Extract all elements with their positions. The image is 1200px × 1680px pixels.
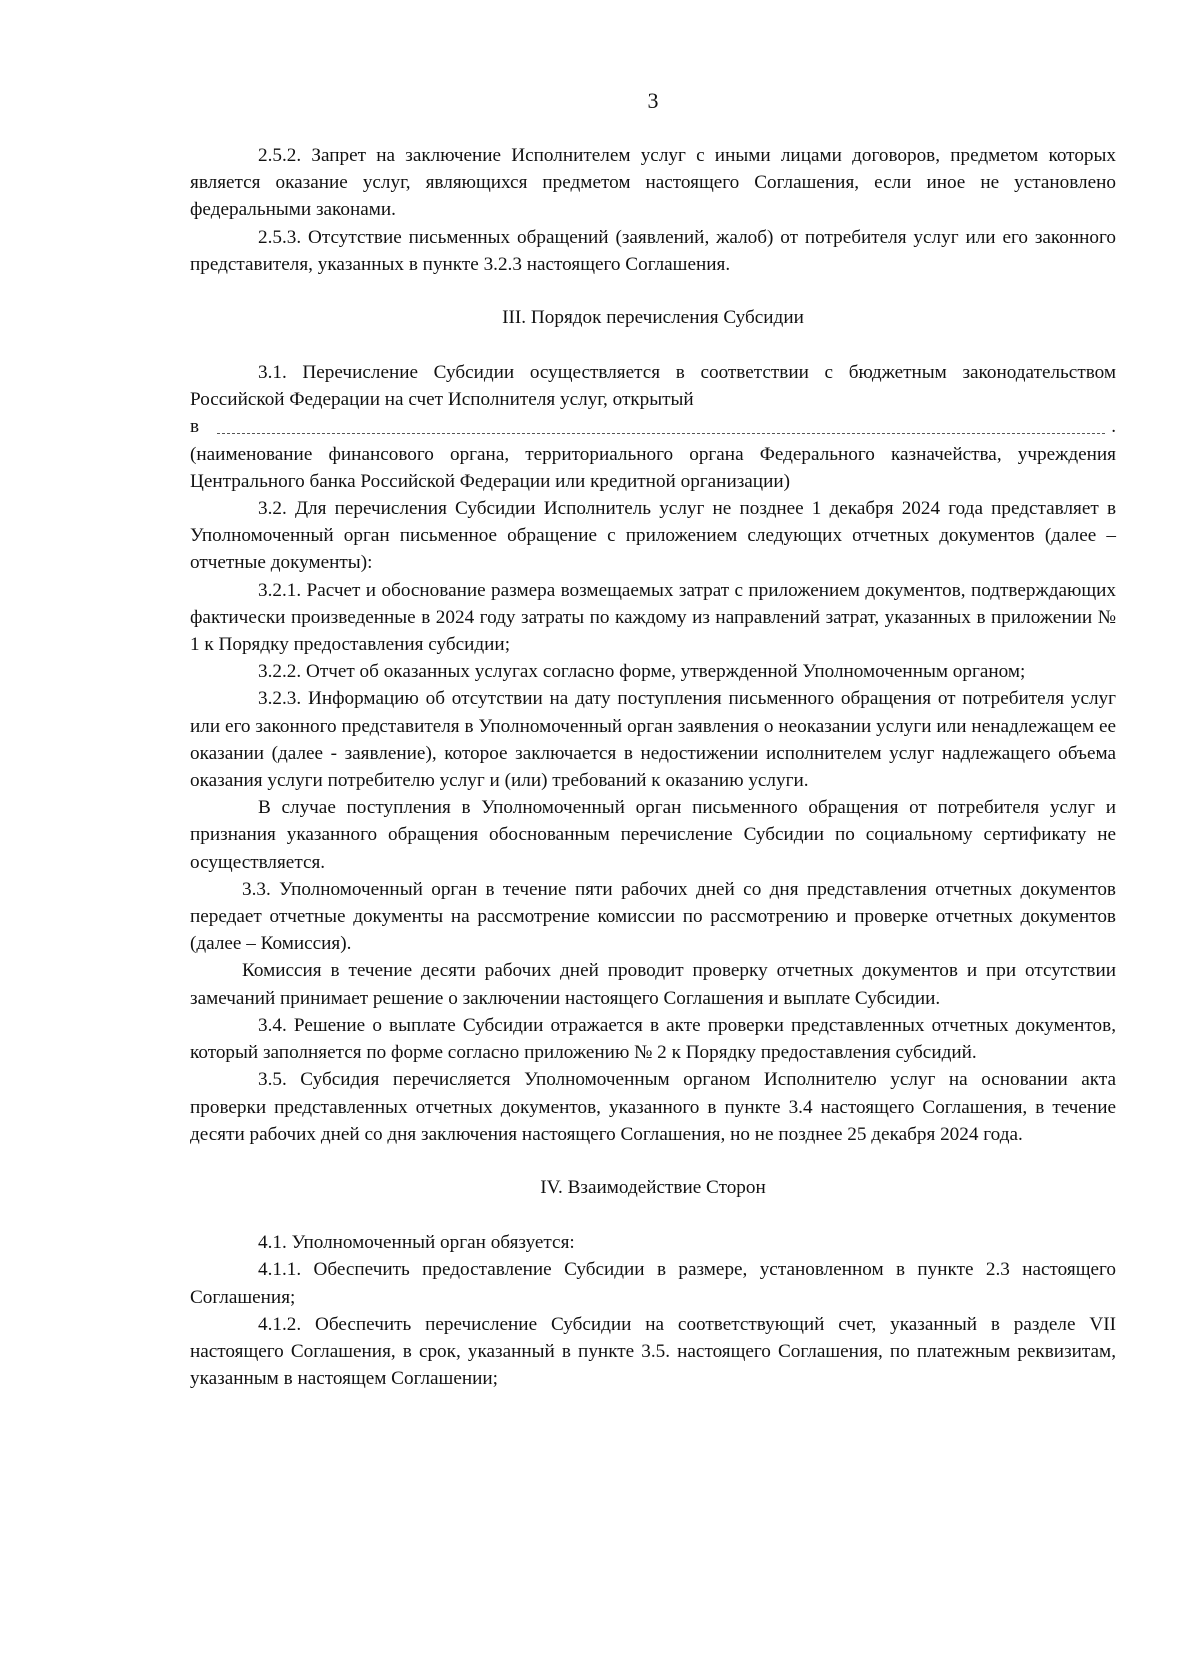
section-heading-3: III. Порядок перечисления Субсидии bbox=[502, 307, 804, 329]
paragraph-4-1-2: 4.1.2. Обеспечить перечисление Субсидии на соответствующий счет, указанный в разделе VII настоящего Соглашения, в срок, указанный в пункте 3.5. настоящего Соглашения, по платежным реквизитам, указанным в настоящем Соглашении; bbox=[190, 1313, 1116, 1390]
paragraph-2-5-3: 2.5.3. Отсутствие письменных обращений (заявлений, жалоб) от потребителя услуг или его законного представителя, указанных в пункте 3.2.3 настоящего Соглашения. bbox=[190, 226, 1116, 275]
paragraph-3-3: 3.3. Уполномоченный орган в течение пяти рабочих дней со дня представления отчетных документов передает отчетные документы на рассмотрение комиссии по рассмотрению и проверке отчетных документов (далее – Комиссия). bbox=[190, 878, 1116, 955]
paragraph-3-2-1: 3.2.1. Расчет и обоснование размера возмещаемых затрат с приложением документов, подтверждающих фактически произведенные в 2024 году затраты по каждому из направлений затрат, указанных в приложении № 1 к Порядку предоставления субсидии; bbox=[190, 579, 1116, 656]
account-blank-line bbox=[190, 414, 1116, 441]
paragraph-commission: Комиссия в течение десяти рабочих дней проводит проверку отчетных документов и при отсутствии замечаний принимает решение о заключении настоящего Соглашения и выплате Субсидии. bbox=[190, 960, 1116, 1009]
section-heading-4: IV. Взаимодействие Сторон bbox=[540, 1176, 766, 1198]
paragraph-4-1: 4.1. Уполномоченный орган обязуется: bbox=[258, 1232, 575, 1254]
blank-prefix: в bbox=[190, 416, 200, 438]
page-number: 3 bbox=[647, 88, 659, 113]
paragraph-3-1: 3.1. Перечисление Субсидии осуществляется в соответствии с бюджетным законодательством Российской Федерации на счет Исполнителя услуг, открытый bbox=[190, 362, 1116, 411]
paragraph-case: В случае поступления в Уполномоченный орган письменного обращения от потребителя услуг и признания указанного обращения обоснованным перечисление Субсидии по социальному сертификату не осуществляется. bbox=[190, 797, 1116, 873]
paragraph-4-1-1: 4.1.1. Обеспечить предоставление Субсидии в размере, установленном в пункте 2.3 настоящего Соглашения; bbox=[190, 1259, 1116, 1308]
blank-caption: (наименование финансового органа, территориального органа Федерального казначейства, учреждения Центрального банка Российской Федерации или кредитной организации) bbox=[190, 443, 1116, 492]
paragraph-3-2-3: 3.2.3. Информацию об отсутствии на дату поступления письменного обращения от потребителя услуг или его законного представителя в Уполномоченный орган заявления о неоказании услуги или ненадлежащем ее оказании (далее - заявление), которое заключается в недостижении исполнителем услуг надлежащего объема оказания услуги потребителю услуг и (или) требований к оказанию услуги. bbox=[190, 688, 1116, 792]
paragraph-2-5-2: 2.5.2. Запрет на заключение Исполнителем услуг с иными лицами договоров, предметом которых является оказание услуг, являющихся предметом настоящего Соглашения, если иное не установлено федеральными законами. bbox=[190, 145, 1116, 221]
paragraph-3-2-2: 3.2.2. Отчет об оказанных услугах согласно форме, утвержденной Уполномоченным органом; bbox=[258, 661, 1026, 683]
paragraph-3-5: 3.5. Субсидия перечисляется Уполномоченным органом Исполнителю услуг на основании акта проверки представленных отчетных документов, указанного в пункте 3.4 настоящего Соглашения, в течение десяти рабочих дней со дня заключения настоящего Соглашения, но не позднее 25 декабря 2024 года. bbox=[190, 1069, 1116, 1145]
paragraph-3-4: 3.4. Решение о выплате Субсидии отражается в акте проверки представленных отчетных документов, который заполняется по форме согласно приложению № 2 к Порядку предоставления субсидий. bbox=[190, 1014, 1116, 1064]
paragraph-3-2: 3.2. Для перечисления Субсидии Исполнитель услуг не позднее 1 декабря 2024 года представляет в Уполномоченный орган письменное обращение с приложением следующих отчетных документов (далее – отчетные документы): bbox=[190, 498, 1116, 574]
blank-fill-rule bbox=[217, 433, 1105, 434]
blank-suffix: . bbox=[1111, 416, 1116, 438]
